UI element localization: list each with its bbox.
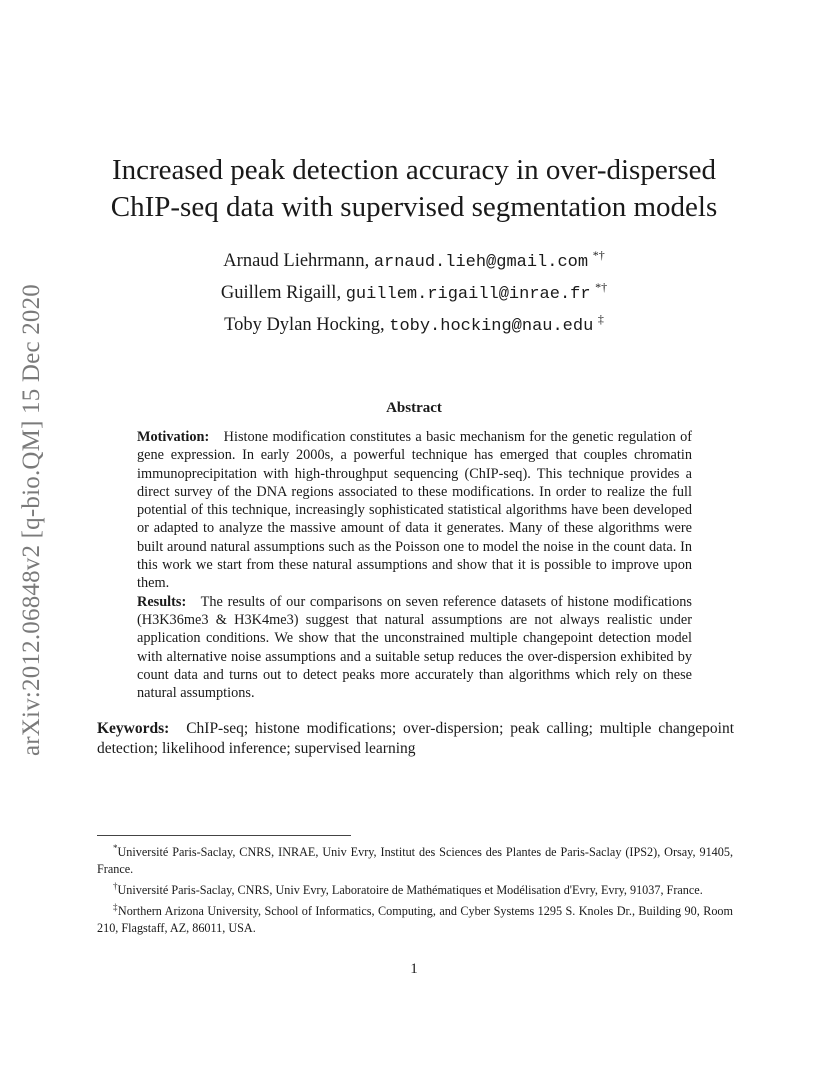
- footnote: [97, 840, 733, 878]
- footnote-mark: †: [113, 881, 118, 892]
- results-text: The results of our comparisons on seven reference datasets of histone modifications (H3K36me3 & H3K4me3) suggest that natural assumptions are not always realistic under application conditions. We show that the unconstrained multiple changepoint detection model with alternative noise assumptions and a suitable setup reduces the over-dispersion exhibited by count data and turns out to detect peaks more accurately than algorithms which rely on these natural assumptions.: [137, 593, 692, 702]
- footnote-text: Université Paris-Saclay, CNRS, INRAE, Univ Evry, Institut des Sciences des Plantes de Paris-Saclay (IPS2), Orsay, 91405, France.: [97, 845, 733, 877]
- footnote-text: Université Paris-Saclay, CNRS, Univ Evry, Laboratoire de Mathématiques et Modélisation d'Evry, Evry, 91037, France.: [117, 883, 703, 898]
- author-row: [0, 307, 828, 339]
- footnote: [97, 878, 733, 899]
- footnotes: [97, 840, 733, 937]
- footnote-divider: [97, 835, 351, 836]
- author-email[interactable]: arnaud.lieh@gmail.com: [373, 253, 589, 273]
- title-line-1: Increased peak detection accuracy in over-dispersed: [111, 154, 717, 186]
- author-row: [0, 275, 828, 307]
- motivation-label: Motivation:: [137, 429, 210, 445]
- keywords-label: Keywords:: [97, 720, 170, 737]
- author-name: Guillem Rigaill,: [220, 283, 342, 304]
- footnote-text: Northern Arizona University, School of Informatics, Computing, and Cyber Systems 1295 S. Knoles Dr., Building 90, Room 210, Flagstaff, AZ, 86011, USA.: [97, 904, 733, 936]
- keywords-paragraph: [97, 719, 734, 759]
- results-paragraph: [137, 593, 692, 703]
- author-email[interactable]: toby.hocking@nau.edu: [389, 317, 594, 337]
- author-list: [0, 243, 828, 339]
- author-name: Toby Dylan Hocking,: [224, 315, 385, 336]
- author-email[interactable]: guillem.rigaill@inrae.fr: [345, 285, 591, 305]
- results-label: Results:: [137, 593, 187, 610]
- author-name: Arnaud Liehrmann,: [223, 251, 370, 272]
- author-affiliation-marks: ‡: [597, 312, 604, 327]
- abstract-body: [137, 428, 692, 702]
- author-affiliation-marks: *†: [595, 280, 608, 295]
- footnote-mark: ‡: [113, 902, 118, 913]
- paper-title: [0, 152, 828, 226]
- arxiv-stamp: arXiv:2012.06848v2 [q-bio.QM] 15 Dec 2020: [18, 283, 45, 757]
- author-affiliation-marks: *†: [592, 248, 605, 262]
- title-line-2: ChIP-seq data with supervised segmentation models: [110, 191, 718, 223]
- motivation-text: Histone modification constitutes a basic mechanism for the genetic regulation of gene expression. In early 2000s, a powerful technique has emerged that couples chromatin immunoprecipitation with high-throughput sequencing (ChIP-seq). This technique provides a direct survey of the DNA regions associated to these modifications. In order to realize the full potential of this technique, increasingly sophisticated statistical algorithms have been developed or adapted to analyze the massive amount of data it generates. Many of these algorithms were built around natural assumptions such as the Poisson one to model the noise in the count data. In this work we start from these natural assumptions and show that it is possible to improve upon them.: [137, 429, 692, 592]
- footnote-mark: *: [113, 843, 118, 853]
- author-row: [0, 243, 828, 275]
- footnote: [97, 899, 733, 937]
- page-number: 1: [410, 961, 418, 977]
- motivation-paragraph: [137, 428, 692, 593]
- abstract-heading: Abstract: [386, 400, 442, 416]
- keywords-text: ChIP-seq; histone modifications; over-dispersion; peak calling; multiple changepoint detection; likelihood inference; supervised learning: [97, 720, 735, 757]
